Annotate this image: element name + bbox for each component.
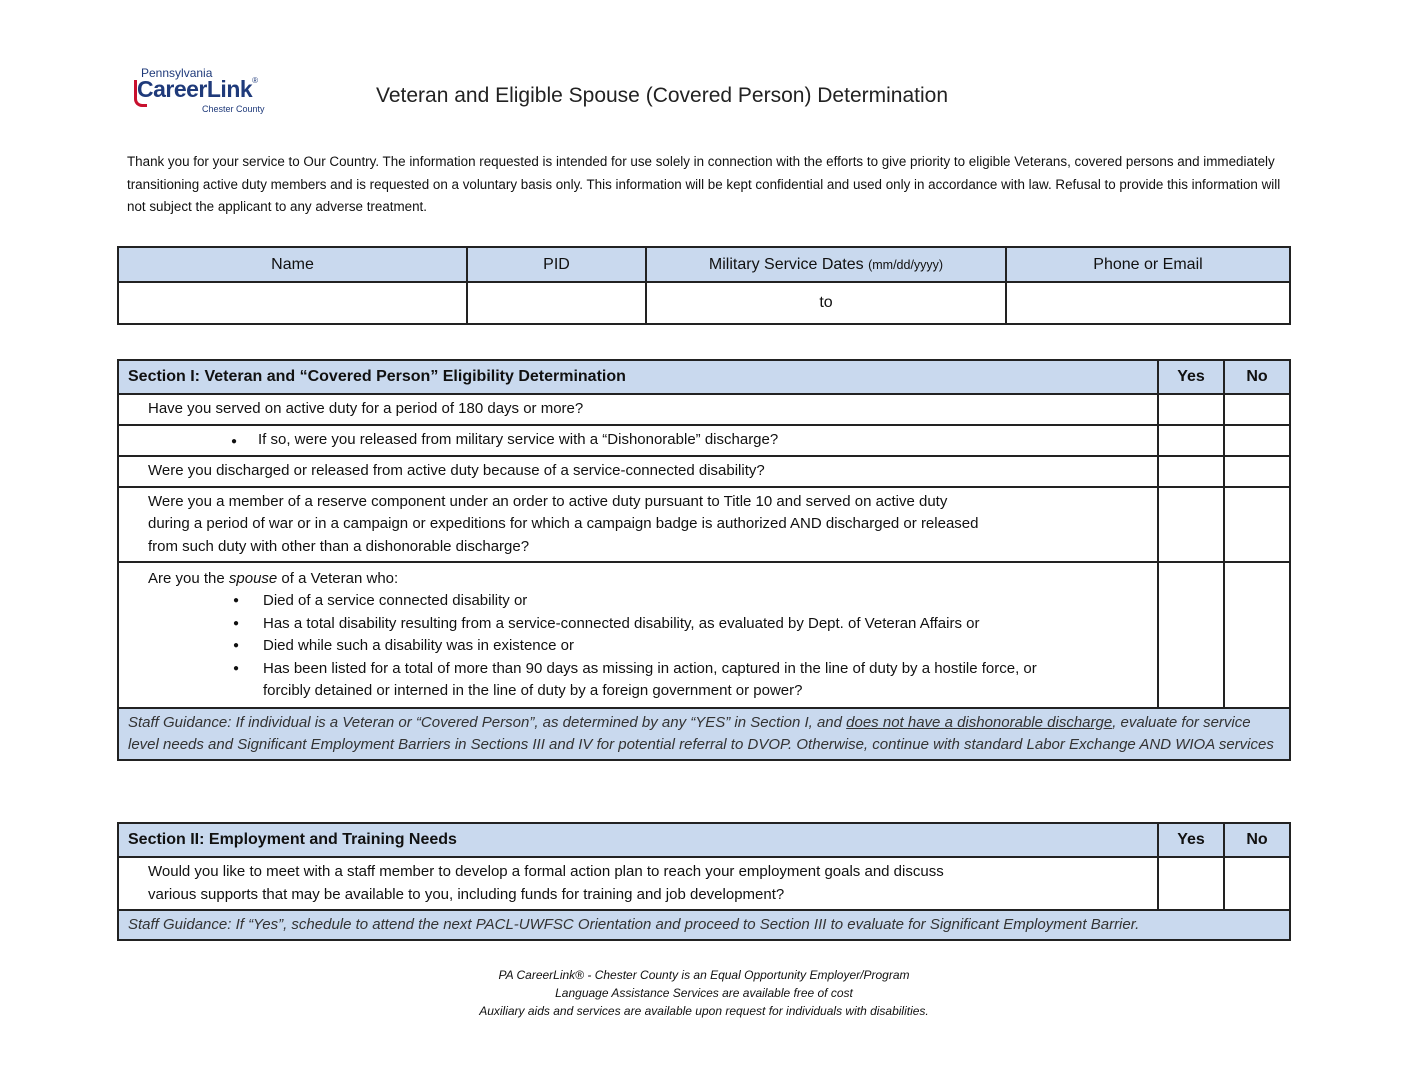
section1-q1: Have you served on active duty for a period of 180 days or more?: [118, 394, 1158, 425]
q4-pre: Are you the: [148, 569, 229, 587]
logo-brand-text: CareerLink: [137, 76, 253, 102]
q4-post: of a Veteran who:: [277, 569, 399, 587]
section1-heading: Section I: Veteran and “Covered Person” Eligibility Determination: [118, 360, 1158, 394]
contact-field[interactable]: [1006, 282, 1290, 324]
section1-q1a-row: [118, 425, 1290, 456]
section1-q1a-yes-cell[interactable]: [1158, 425, 1224, 456]
q4-b4-line2: forcibly detained or interned in the line of duty by a foreign government or power?: [263, 682, 803, 699]
section1-q4: [118, 562, 1158, 708]
section1-q2-row: [118, 456, 1290, 487]
logo-trademark: ®: [252, 76, 258, 85]
section1-header-row: [118, 360, 1290, 394]
section1-q4-yes-cell[interactable]: [1158, 562, 1224, 708]
section2-table: [117, 822, 1291, 941]
name-header: Name: [118, 247, 467, 282]
section2-no-header: No: [1224, 823, 1290, 857]
section1-q4-row: [118, 562, 1290, 708]
careerlink-logo: [134, 66, 274, 118]
q4-b4-line1: ● Has been listed for a total of more than 90 days as missing in action, captured in the line of duty by a hostile force, or: [263, 659, 1037, 677]
applicant-info-table: [117, 246, 1291, 325]
footer-accessibility: Auxiliary aids and services are available upon request for individuals with disabilities.: [479, 1004, 929, 1018]
section2-yes-header: Yes: [1158, 823, 1224, 857]
guidance-pre: Staff Guidance: If individual is a Veteran or “Covered Person”, as determined by any “YES” in Section I, and: [128, 714, 847, 731]
section1-q4-bullet1: ● Died of a service connected disability or: [233, 590, 1157, 613]
dates-separator: to: [819, 294, 833, 311]
service-dates-header: [646, 247, 1006, 282]
footer-eeo: PA CareerLink® - Chester County is an Equal Opportunity Employer/Program: [498, 968, 910, 982]
section1-q2-yes-cell[interactable]: [1158, 456, 1224, 487]
section1-q3-yes-cell[interactable]: [1158, 487, 1224, 563]
section1-no-header: No: [1224, 360, 1290, 394]
section2-q1: [118, 857, 1158, 910]
section1-q4-bullet3: ● Died while such a disability was in existence or: [233, 635, 1157, 658]
section2-q1-yes-cell[interactable]: [1158, 857, 1224, 910]
section1-q3-no-cell[interactable]: [1224, 487, 1290, 563]
section1-q3-line3: from such duty with other than a dishonorable discharge?: [148, 537, 530, 555]
section1-q4-list: [148, 590, 1157, 703]
contact-header: Phone or Email: [1006, 247, 1290, 282]
section1-q4-bullet2: ● Has a total disability resulting from a service-connected disability, as evaluated by Dept. of Veteran Affairs or: [233, 613, 1157, 636]
section1-q1a-no-cell[interactable]: [1224, 425, 1290, 456]
section2-staff-guidance: Staff Guidance: If “Yes”, schedule to attend the next PACL-UWFSC Orientation and proceed to Section III to evaluate for Significant Employment Barrier.: [118, 910, 1290, 940]
section1-q1-row: [118, 394, 1290, 425]
guidance-post: , evaluate for service level needs and Significant Employment Barriers in Sections III and IV for potential referral to DVOP. Otherwise, continue with standard Labor Exchange AND WIOA services: [128, 714, 1274, 753]
logo-brand: [137, 76, 258, 103]
logo-state: Pennsylvania: [141, 66, 213, 80]
service-dates-field[interactable]: [646, 282, 1006, 324]
info-header-row: [118, 247, 1290, 282]
page-title: Veteran and Eligible Spouse (Covered Person) Determination: [376, 84, 948, 107]
footer: [0, 966, 1408, 1020]
section2-q1-line2: various supports that may be available to you, including funds for training and job development?: [148, 885, 785, 903]
section1-q2: Were you discharged or released from active duty because of a service-connected disability?: [118, 456, 1158, 487]
section1-q4-bullet4: [233, 658, 1157, 703]
section1-q1a: [118, 425, 1158, 456]
section1-q1-yes-cell[interactable]: [1158, 394, 1224, 425]
section1-q3: [118, 487, 1158, 563]
pid-field[interactable]: [467, 282, 646, 324]
pid-header: PID: [467, 247, 646, 282]
section1-yes-header: Yes: [1158, 360, 1224, 394]
section1-guidance-row: [118, 708, 1290, 760]
section1-table: [117, 359, 1291, 761]
section2-heading: Section II: Employment and Training Needs: [118, 823, 1158, 857]
section2-q1-line1: Would you like to meet with a staff member to develop a formal action plan to reach your employment goals and discuss: [148, 863, 944, 880]
section1-q4-no-cell[interactable]: [1224, 562, 1290, 708]
name-field[interactable]: [118, 282, 467, 324]
section1-q1a-text: ● If so, were you released from military service with a “Dishonorable” discharge?: [231, 431, 778, 448]
intro-paragraph: Thank you for your service to Our Country. The information requested is intended for use solely in connection with the efforts to give priority to eligible Veterans, covered persons and immediately transitioning active duty members and is requested on a voluntary basis only. This information will be kept confidential and used only in accordance with law. Refusal to provide this information will not subject the applicant to any adverse treatment.: [127, 154, 1281, 214]
section1-q3-line1: Were you a member of a reserve component under an order to active duty pursuant to Title 10 and served on active duty: [148, 492, 948, 510]
section2-guidance-row: [118, 910, 1290, 940]
section1-q4-intro: [148, 568, 1157, 591]
section2-header-row: [118, 823, 1290, 857]
section1-q3-row: [118, 487, 1290, 563]
section1-staff-guidance: [118, 708, 1290, 760]
q4-spouse-emphasis: spouse: [228, 569, 278, 587]
section1-q3-line2: during a period of war or in a campaign or expeditions for which a campaign badge is authorized AND discharged or released: [148, 515, 979, 532]
footer-language: Language Assistance Services are available free of cost: [555, 986, 853, 1000]
logo-county: Chester County: [202, 104, 265, 114]
info-entry-row: [118, 282, 1290, 324]
service-dates-format: (mm/dd/yyyy): [868, 257, 944, 272]
guidance-underlined: does not have a dishonorable discharge: [846, 714, 1113, 731]
section1-q1-no-cell[interactable]: [1224, 394, 1290, 425]
service-dates-label: Military Service Dates: [708, 255, 864, 273]
section2-q1-row: [118, 857, 1290, 910]
section2-q1-no-cell[interactable]: [1224, 857, 1290, 910]
section1-q2-no-cell[interactable]: [1224, 456, 1290, 487]
